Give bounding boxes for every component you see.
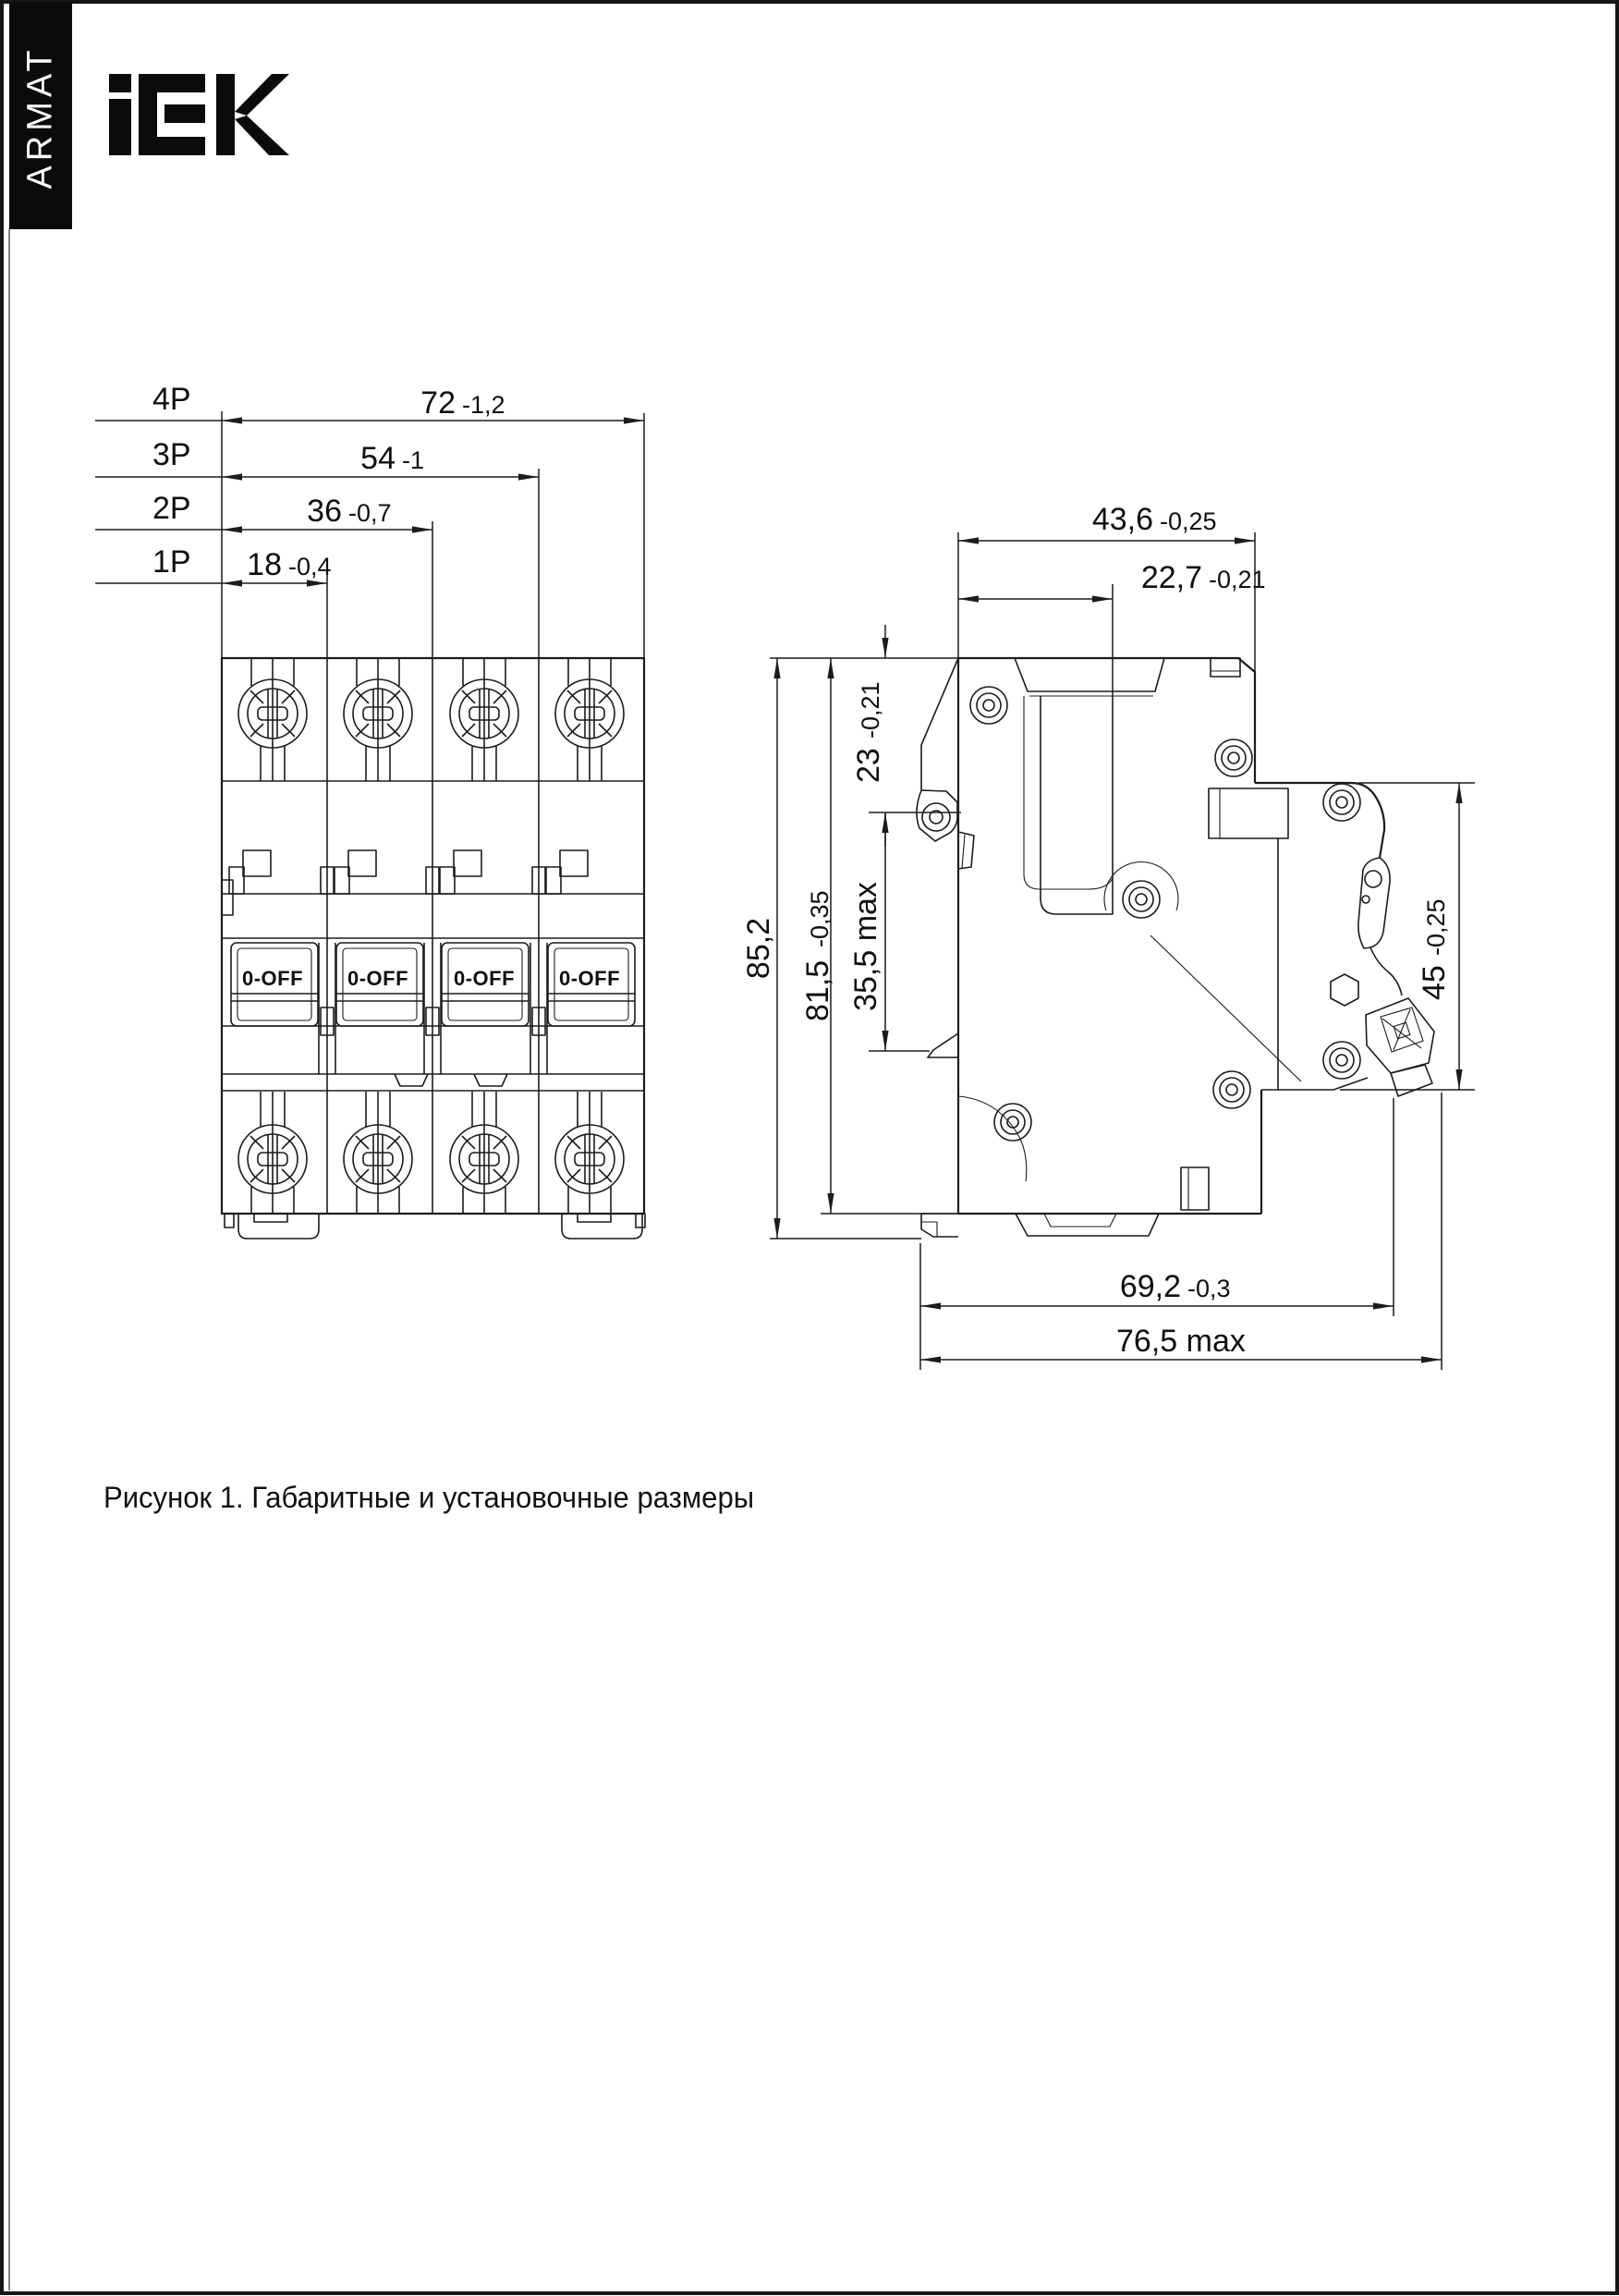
dim-width-2p-tol: -0,7 xyxy=(348,499,392,527)
toggle-label: 0-OFF xyxy=(453,967,516,990)
dim-din-rail: 45 xyxy=(1417,965,1452,1000)
toggle-label: 0-OFF xyxy=(347,967,409,990)
terminal-screw-icon xyxy=(238,658,307,781)
dim-din-slot-top-group xyxy=(851,681,886,783)
rivet-icon xyxy=(1123,881,1160,918)
dim-overall-height: 85,2 xyxy=(741,917,776,980)
toggle-label: 0-OFF xyxy=(241,967,304,990)
terminal-screw-icon xyxy=(344,1092,412,1215)
dim-width-4p-tol: -1,2 xyxy=(462,391,505,419)
rivet-icon xyxy=(1323,784,1360,821)
pole-label-2p: 2P xyxy=(152,491,191,526)
figure-caption: Рисунок 1. Габаритные и установочные размеры xyxy=(103,1481,755,1514)
terminal-screw-icon xyxy=(555,658,624,781)
dim-overall-depth: 76,5 max xyxy=(1116,1324,1246,1359)
dim-body-height: 81,5 xyxy=(800,959,835,1021)
dim-body-depth: 69,2 xyxy=(1119,1269,1181,1304)
clip-tab xyxy=(335,850,376,894)
mounting-foot xyxy=(238,1214,319,1239)
dim-width-2p: 36 xyxy=(307,494,342,529)
rivet-icon xyxy=(1323,1042,1360,1079)
dim-overall-width: 43,6 xyxy=(1091,502,1153,537)
dim-overall-width-tol: -0,25 xyxy=(1160,507,1217,535)
dim-width-4p: 72 xyxy=(420,385,456,421)
dim-body-depth-tol: -0,3 xyxy=(1187,1275,1231,1302)
clip-tab xyxy=(546,850,588,894)
series-label: ARMAT xyxy=(20,45,60,189)
terminal-screw-icon xyxy=(555,1092,624,1215)
dim-din-rail-group xyxy=(1417,898,1452,1000)
terminal-screw-icon xyxy=(450,1092,518,1215)
dim-width-3p: 54 xyxy=(360,441,396,476)
dim-din-slot-top: 23 xyxy=(851,748,886,783)
mounting-foot xyxy=(562,1214,642,1239)
dimension-labels xyxy=(152,382,1452,1359)
dim-din-slot-top-tol: -0,21 xyxy=(857,681,884,739)
dim-overall-height-group xyxy=(741,918,776,979)
rivet-icon xyxy=(1215,739,1252,776)
rivet-icon xyxy=(1213,1071,1250,1108)
terminal-screw-icon xyxy=(238,1092,307,1215)
pole-label-3p: 3P xyxy=(152,437,191,472)
front-view-drawing xyxy=(222,658,645,1239)
hex-nut-icon xyxy=(1331,974,1358,1006)
dim-width-1p: 18 xyxy=(247,547,282,582)
pole-label-1p: 1P xyxy=(152,544,191,580)
terminal-screw-icon xyxy=(344,658,412,781)
clip-tab xyxy=(229,850,271,894)
dim-din-slot-depth: 35,5 max xyxy=(848,882,883,1011)
dim-din-rail-tol: -0,25 xyxy=(1422,898,1450,956)
dim-body-height-tol: -0,35 xyxy=(806,890,834,947)
dim-width-1p-tol: -0,4 xyxy=(288,553,332,580)
side-view-drawing xyxy=(917,658,1434,1237)
dim-handle-recess: 22,7 xyxy=(1140,560,1202,595)
dim-handle-recess-tol: -0,21 xyxy=(1209,566,1266,593)
dim-width-3p-tol: -1 xyxy=(402,446,425,474)
dim-din-slot-depth-group xyxy=(848,882,883,1011)
terminal-screw-icon xyxy=(450,658,518,781)
toggle-label: 0-OFF xyxy=(558,967,621,990)
clip-tab xyxy=(440,850,481,894)
rivet-icon xyxy=(994,1104,1031,1141)
pole-label-4p: 4P xyxy=(152,382,191,417)
rivet-icon xyxy=(970,687,1007,724)
